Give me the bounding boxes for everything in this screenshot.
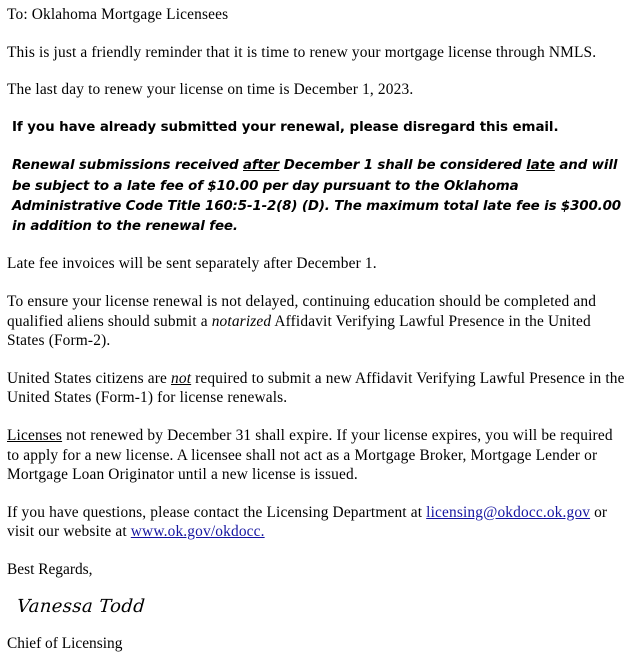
contact-text-part-1: If you have questions, please contact the Licensing Department at (7, 503, 427, 521)
late-fee-emphasis-late: late (526, 158, 555, 174)
education-text-part-2: Affidavit Verifying Lawful Presence in the United States (Form-2). (7, 312, 591, 350)
expiration-emphasis-licenses: Licenses (7, 427, 63, 445)
late-fee-text-part-3: and will be subject to a late fee of $10.00 per day pursuant to the Oklahoma Administrative Code Title 160:5-1-2(8) (D). The maximum total late fee is $300.00 in addition to the renewal fee. (12, 158, 621, 235)
late-fee-invoice-paragraph: Late fee invoices will be sent separately after December 1. (7, 255, 377, 273)
continuing-education-paragraph (7, 292, 628, 351)
late-fee-text-part-2: December 1 shall be considered (279, 158, 527, 174)
contact-text-part-2: or visit our website at (7, 503, 608, 541)
late-fee-text-part-1: Renewal submissions received (12, 158, 243, 174)
signature-image: Vanessa Todd (16, 595, 146, 617)
closing-line: Best Regards, (7, 561, 93, 578)
education-emphasis-notarized: notarized (211, 312, 272, 330)
late-fee-emphasis-after: after (243, 158, 280, 174)
citizens-text-part-1: United States citizens are (7, 369, 171, 387)
education-text-part-1: To ensure your license renewal is not delayed, continuing education should be completed and qualified aliens should submit a (7, 293, 597, 330)
agency-website-link[interactable]: www.ok.gov/okdocc. (130, 523, 265, 541)
recipient-line: To: Oklahoma Mortgage Licensees (7, 6, 229, 23)
license-expiration-paragraph (7, 426, 628, 485)
intro-paragraph: This is just a friendly reminder that it is time to renew your mortgage license through NMLS. (7, 43, 597, 61)
already-submitted-notice: If you have already submitted your renewal, please disregard this email. (12, 119, 559, 135)
sender-job-title: Chief of Licensing (7, 634, 123, 652)
us-citizens-paragraph (7, 369, 628, 408)
citizens-text-part-2: required to submit a new Affidavit Verifying Lawful Presence in the United States (Form-1) for license renewals. (7, 369, 625, 407)
licensing-email-link[interactable]: licensing@okdocc.ok.gov (426, 503, 591, 521)
citizens-emphasis-not: not (171, 369, 192, 387)
late-fee-notice-paragraph (7, 156, 628, 237)
expiration-text-part-1: not renewed by December 31 shall expire. If your license expires, you will be required to apply for a new license. A licensee shall not act as a Mortgage Broker, Mortgage Lender or Mortgage Loan Originator until a new license is issued. (7, 427, 613, 484)
renewal-deadline-paragraph: The last day to renew your license on time is December 1, 2023. (7, 81, 414, 99)
contact-information-paragraph (7, 503, 628, 542)
